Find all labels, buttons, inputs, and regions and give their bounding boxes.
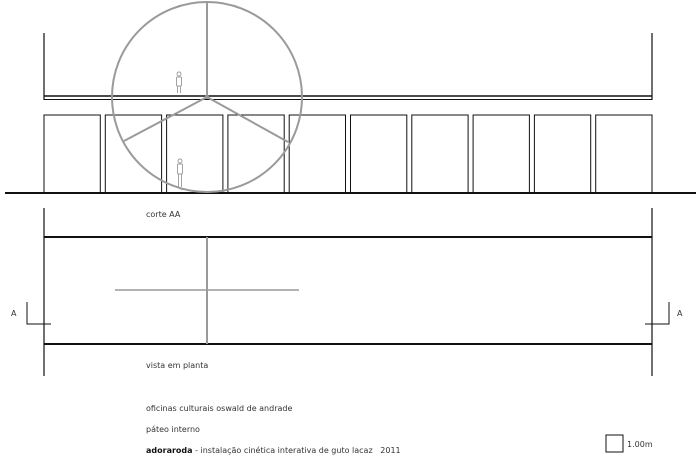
project-name: adoraroda [146,446,193,455]
plan-view [27,208,669,376]
scale-label: 1.00m [627,440,653,449]
section-panel [351,115,407,193]
credits-venue: oficinas culturais oswald de andrade [146,404,293,413]
section-panel [44,115,100,193]
section-panel [596,115,652,193]
section-panel [473,115,529,193]
section-marker-right-label: A [677,309,683,318]
section-marker-right [645,302,669,324]
section-label: corte AA [146,210,181,219]
scale-box [606,435,623,452]
section-panel [228,115,284,193]
person-figure-upper [177,72,182,93]
plan-label: vista em planta [146,361,209,370]
section-panel [412,115,468,193]
section-panel [167,115,223,193]
section-view [5,2,696,193]
wheel [112,2,302,192]
wheel-spoke-right [207,97,288,142]
section-panel [105,115,161,193]
wheel-spoke-left [124,97,207,141]
project-description: - instalação cinética interativa de guto lacaz 2011 [192,446,401,455]
section-panel [534,115,590,193]
section-marker-left-label: A [11,309,17,318]
person-figure-lower [177,159,183,190]
credits-location: páteo interno [146,425,200,434]
section-panels [44,115,652,193]
section-marker-left [27,302,51,324]
credits-project [146,446,401,456]
wheel-hub [205,95,209,99]
